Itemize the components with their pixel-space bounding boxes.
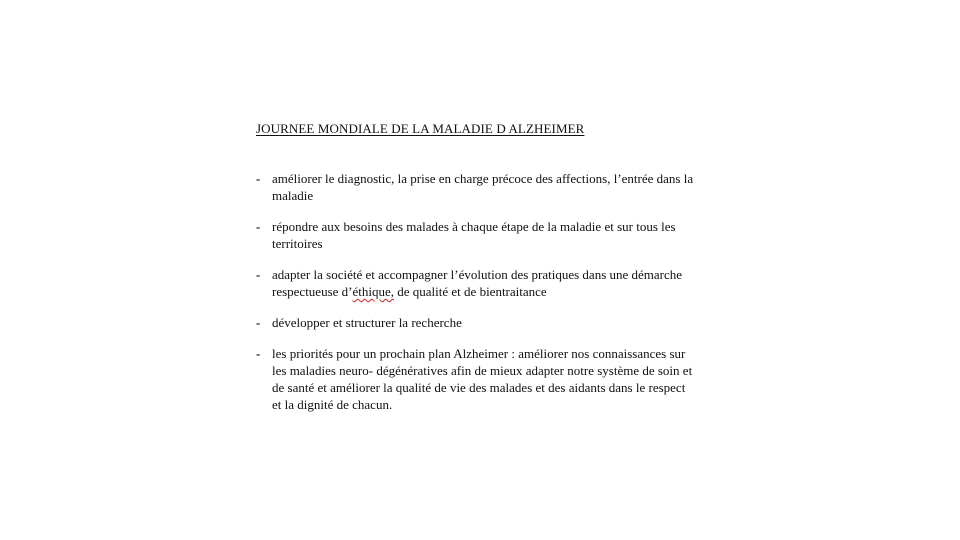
misspelled-word: éthique, [352,284,395,299]
list-item-text: les priorités pour un prochain plan Alzheimer : améliorer nos connaissances sur les maladies neuro- dégénératives afin de mieux adapter notre système de soin et de santé et améliorer la qualité de vie des malades et des aidants dans le respect et la dignité de chacun. [272,346,693,412]
list-item-text-end: de qualité et de bientraitance [394,284,547,299]
list-item-text: répondre aux besoins des malades à chaque étape de la maladie et sur tous les territoires [272,219,676,251]
bullet-dash: - [256,346,261,361]
bullet-list [256,170,696,413]
document-title: JOURNEE MONDIALE DE LA MALADIE D ALZHEIMER [256,121,585,136]
bullet-dash: - [256,267,261,282]
list-item [256,345,696,413]
list-item [256,218,696,252]
list-item-text: développer et structurer la recherche [272,315,462,330]
list-item [256,314,696,331]
bullet-dash: - [256,219,261,234]
list-item-text [272,266,696,300]
bullet-dash: - [256,171,261,186]
list-item-text-start: adapter la société et accompagner l’évolution des pratiques dans une démarche respectueuse d’ [272,267,683,299]
bullet-dash: - [256,315,261,330]
list-item-text: améliorer le diagnostic, la prise en charge précoce des affections, l’entrée dans la maladie [272,171,694,203]
list-item [256,170,696,204]
list-item [256,266,696,300]
